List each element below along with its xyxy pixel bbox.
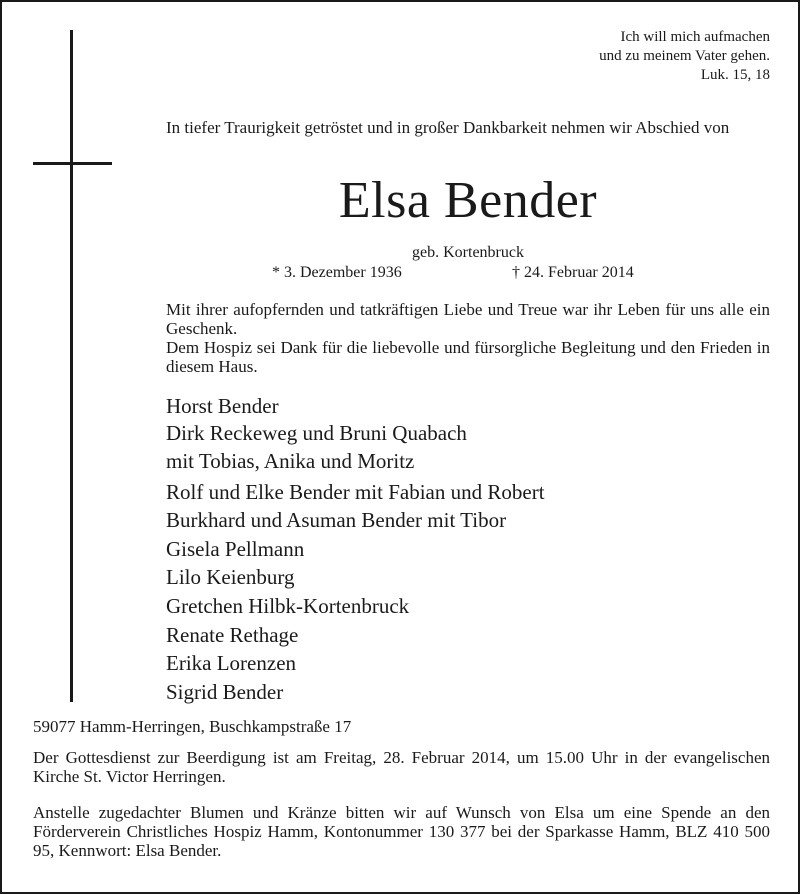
birth-date: * 3. Dezember 1936 [272,264,402,281]
verse-reference: Luk. 15, 18 [700,67,770,83]
mourners-list [166,392,545,706]
verse-line-1: Ich will mich aufmachen [620,29,770,45]
verse-line-2: und zu meinem Vater gehen. [599,48,770,64]
mourner: Rolf und Elke Bender mit Fabian und Robert [166,479,545,504]
intro-text: In tiefer Traurigkeit getröstet und in großer Dankbarkeit nehmen wir Abschied von [166,118,730,137]
family-address: 59077 Hamm-Herringen, Buschkampstraße 17 [33,717,352,736]
mourner: Sigrid Bender [166,679,284,704]
mourner: Burkhard und Asuman Bender mit Tibor [166,508,507,533]
mourner: mit Tobias, Anika und Moritz [166,448,415,473]
death-date: † 24. Februar 2014 [512,264,634,281]
bible-verse [599,28,770,85]
mourner: Dirk Reckeweg und Bruni Quabach [166,420,467,445]
mourner: Horst Bender [166,394,279,418]
mourner: Lilo Keienburg [166,565,295,590]
deceased-name: Elsa Bender [338,172,598,229]
mourner: Gisela Pellmann [166,536,305,561]
donation-request-text: Anstelle zugedachter Blumen und Kränze bitten wir auf Wunsch von Elsa um eine Spende an den Förderverein Christliches Hospiz Hamm, Kontonummer 130 377 bei der Sparkasse Hamm, BLZ 410 500 95, Kennwort: Elsa Bender. [33,803,770,860]
tribute-paragraph-1: Mit ihrer aufopfernden und tatkräftigen Liebe und Treue war ihr Leben für uns alle ein Geschenk. [166,300,770,338]
cross-vertical-bar [70,30,73,702]
maiden-name: geb. Kortenbruck [412,244,524,261]
cross-horizontal-bar [33,162,112,165]
funeral-service-text: Der Gottesdienst zur Beerdigung ist am Freitag, 28. Februar 2014, um 15.00 Uhr in der evangelischen Kirche St. Victor Herringen. [33,748,770,786]
mourner: Renate Rethage [166,622,299,647]
tribute-text [166,300,770,376]
tribute-paragraph-2: Dem Hospiz sei Dank für die liebevolle und fürsorgliche Begleitung und den Frieden in diesem Haus. [166,338,770,376]
mourner: Gretchen Hilbk-Kortenbruck [166,593,410,618]
mourner: Erika Lorenzen [166,651,297,676]
